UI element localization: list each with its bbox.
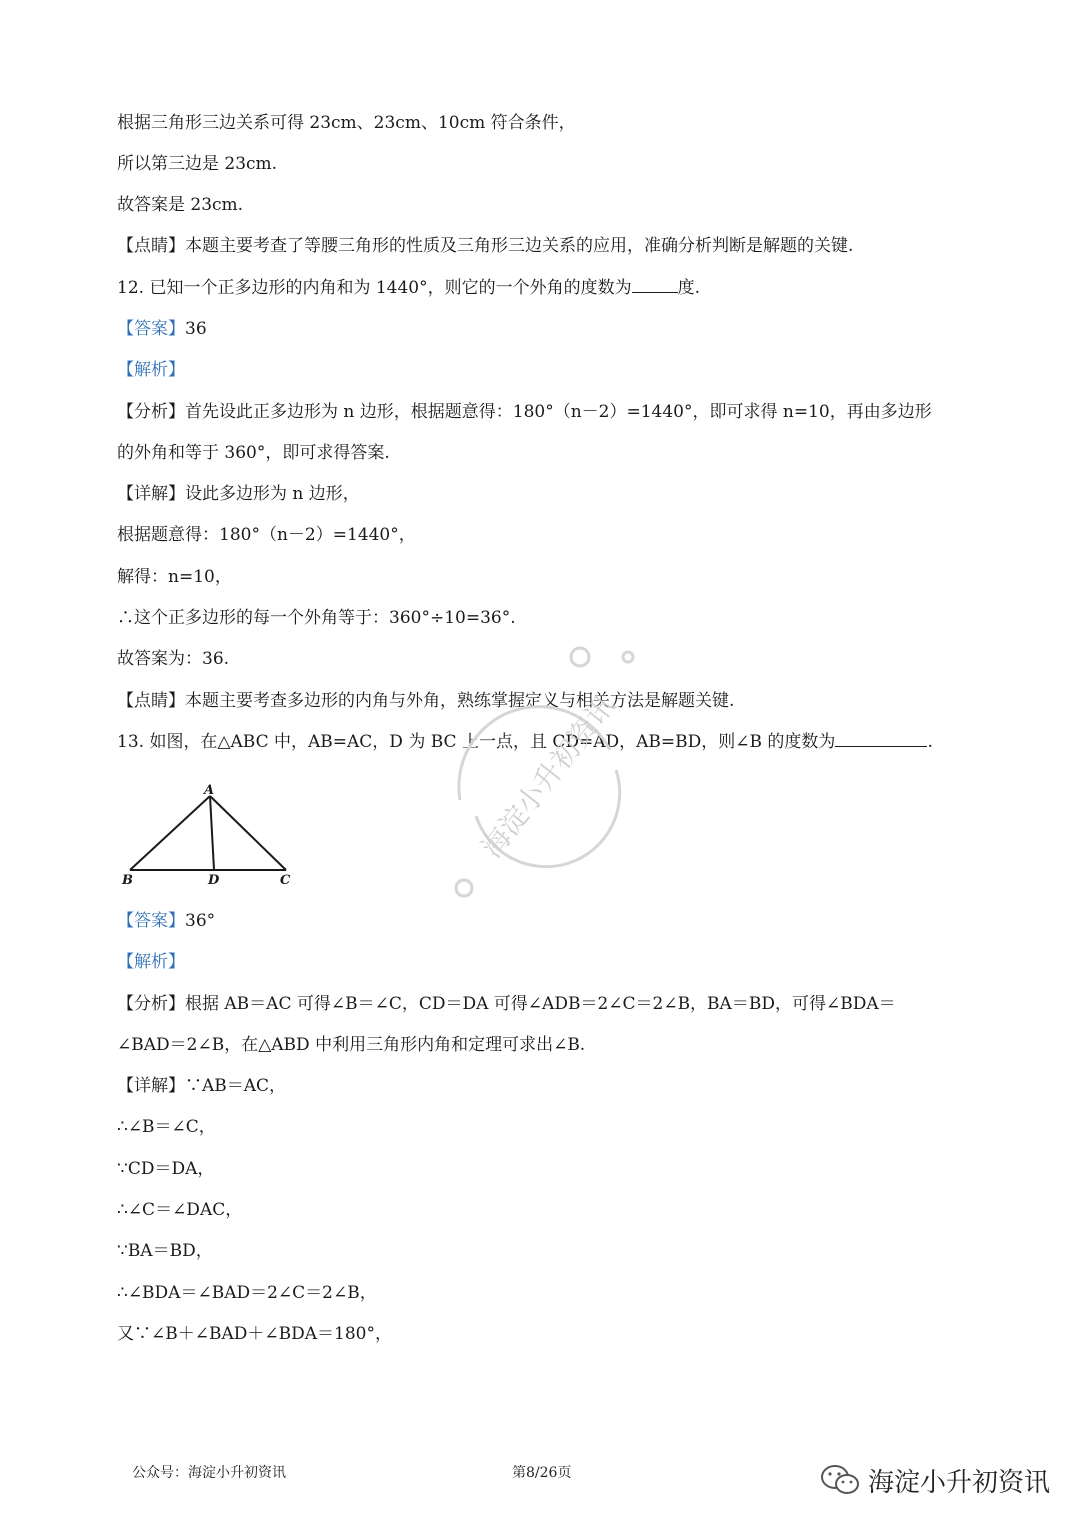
text-line: ∵BA＝BD， (117, 1241, 213, 1261)
answer-line: 【答案】36° (117, 911, 216, 931)
brand-badge (820, 1460, 1050, 1500)
text-line: ∵CD＝DA， (117, 1159, 215, 1179)
text-line: 的外角和等于 360°，即可求得答案. (117, 443, 390, 463)
vertex-label-a: A (204, 783, 215, 798)
text-line: 所以第三边是 23cm. (117, 154, 278, 174)
watermark-seal (440, 640, 640, 900)
text-line: 【点睛】本题主要考查了等腰三角形的性质及三角形三边关系的应用，准确分析判断是解题的关键. (117, 236, 854, 256)
answer-blank (632, 276, 678, 293)
text-line: 故答案是 23cm. (117, 195, 244, 215)
watermark-text: 海淀小升初资讯 (474, 689, 622, 864)
text-line: ∴这个正多边形的每一个外角等于：360°÷10=36°. (117, 608, 516, 628)
text-line: 又∵∠B＋∠BAD＋∠BDA＝180°， (117, 1324, 392, 1344)
question-13: 13. 如图，在△ABC 中，AB=AC，D 为 BC 上一点，且 CD=AD，AB=BD，则∠B 的度数为 . (117, 732, 933, 752)
question-12: 12. 已知一个正多边形的内角和为 1440°，则它的一个外角的度数为 度. (117, 278, 701, 298)
text-line: 故答案为：36. (117, 649, 230, 669)
answer-line: 【答案】36 (117, 319, 207, 339)
triangle-figure (118, 782, 298, 892)
text-line: 【详解】设此多边形为 n 边形， (117, 484, 360, 504)
answer-blank (835, 730, 927, 747)
text-line: 【详解】∵AB＝AC， (117, 1076, 287, 1096)
text-line: 根据三角形三边关系可得 23cm、23cm、10cm 符合条件， (117, 113, 576, 133)
page-number: 第8/26页 (512, 1465, 572, 1481)
brand-name: 海淀小升初资讯 (868, 1467, 1051, 1498)
footer-account: 公众号：海淀小升初资讯 (132, 1465, 286, 1481)
text-line: 【分析】根据 AB＝AC 可得∠B＝∠C，CD＝DA 可得∠ADB＝2∠C＝2∠B，BA＝BD，可得∠BDA＝ (117, 994, 896, 1014)
text-line: ∴∠BDA＝∠BAD＝2∠C＝2∠B， (117, 1283, 377, 1303)
text-line: 【点睛】本题主要考查多边形的内角与外角，熟练掌握定义与相关方法是解题关键. (117, 691, 735, 711)
analysis-heading: 【解析】 (117, 952, 185, 972)
vertex-label-b: B (122, 873, 133, 888)
text-line: 解得：n=10， (117, 567, 232, 587)
text-line: ∴∠C＝∠DAC， (117, 1200, 243, 1220)
text-line: 【分析】首先设此正多边形为 n 边形，根据题意得：180°（n－2）=1440°，即可求得 n=10，再由多边形 (117, 402, 932, 422)
text-line: ∠BAD＝2∠B，在△ABD 中利用三角形内角和定理可求出∠B. (117, 1035, 586, 1055)
text-line: ∴∠B＝∠C， (117, 1117, 216, 1137)
wechat-icon (820, 1463, 860, 1497)
analysis-heading: 【解析】 (117, 360, 185, 380)
text-line: 根据题意得：180°（n－2）=1440°， (117, 525, 416, 545)
vertex-label-c: C (280, 873, 291, 888)
vertex-label-d: D (208, 873, 220, 888)
